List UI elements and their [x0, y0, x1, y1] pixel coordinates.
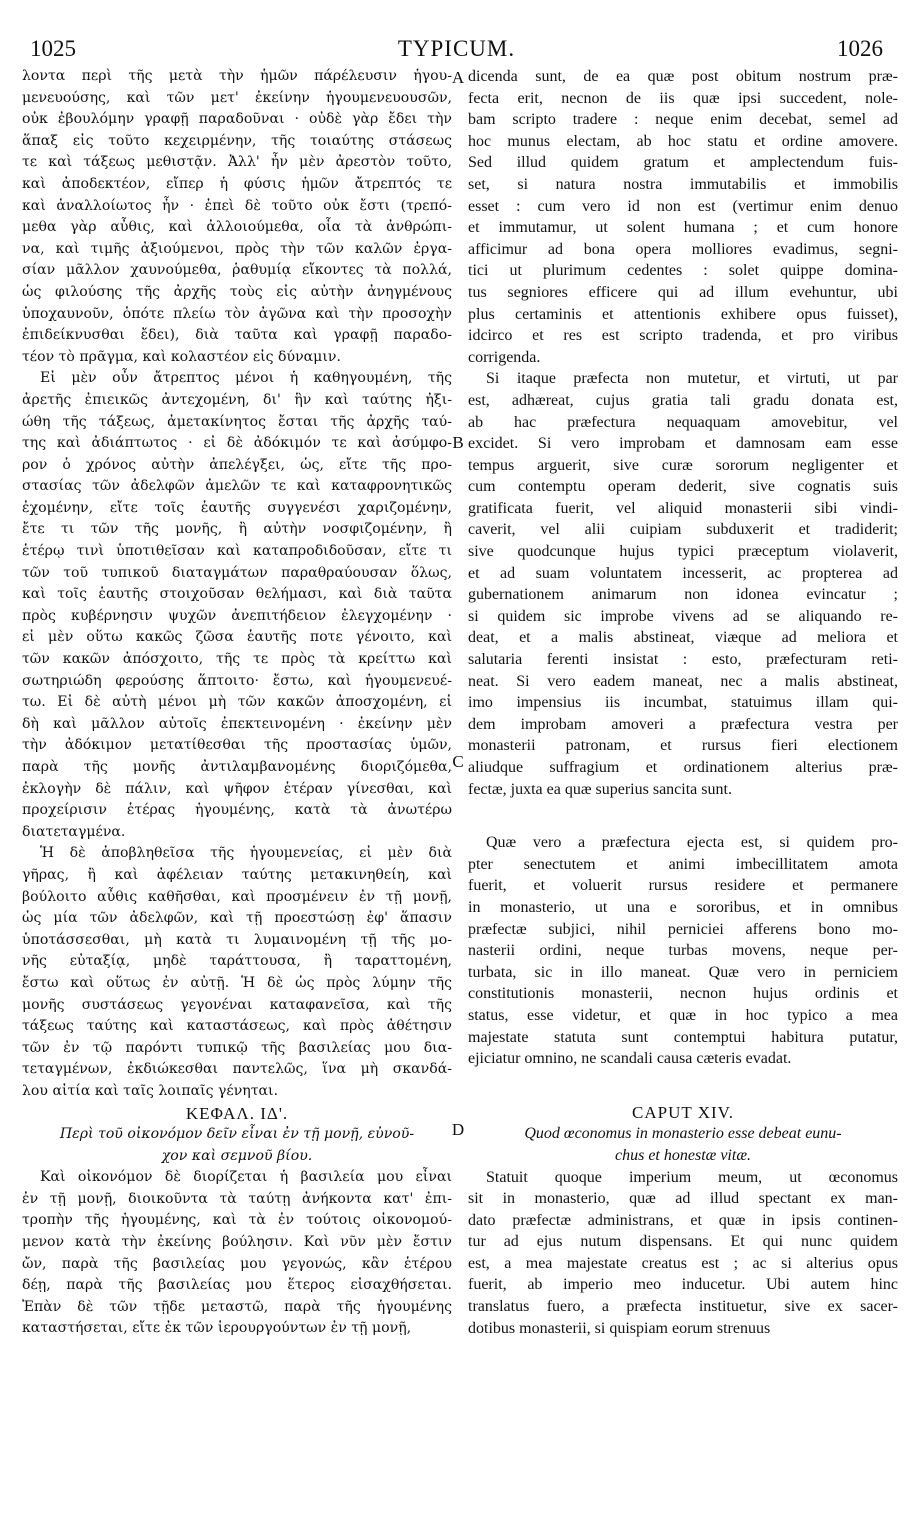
text-line: τροπὴν τῆς ἡγουμένης, καὶ τὰ ἐν τούτοις οἰκονομού-: [22, 1212, 452, 1229]
text-line: στασίας τῶν ἀδελφῶν ἀμελῶν τε καὶ καταφρονητικῶς: [22, 478, 452, 495]
text-line: διατεταγμένα.: [22, 823, 126, 840]
text-line: σωτηριώδη φερούσης ἅπτοιτο· ἔστω, καὶ ἡγουμενευέ-: [22, 672, 452, 689]
margin-letter-c: C: [452, 752, 464, 771]
latin-paragraph-4: [468, 1167, 898, 1340]
text-line: Καὶ οἰκονόμον δὲ διορίζεται ἡ βασιλεία μου εἶναι: [40, 1169, 452, 1186]
text-line: ὡς φιλούσης τῆς ἀρχῆς τοὺς εἰς αὐτὴν ἀνηγμένους: [22, 283, 452, 300]
text-line: ἅπαξ εἰς τοῦτο κεχειρμένην, τῆς τοιαύτης στάσεως: [22, 132, 452, 149]
text-line: τῶν κακῶν ἀπόσχοιτο, τῆς τε πρὸς τὰ κρείττω καὶ: [22, 651, 452, 668]
text-line: καὶ τοῖς ἑαυτῆς στοιχοῦσαν θελήμασι, καὶ διὰ ταῦτα: [22, 586, 452, 603]
margin-letter-b: B: [452, 433, 464, 452]
text-line: Si itaque præfecta non mutetur, et virtuti, ut par: [486, 370, 898, 388]
text-line: turbata, sic in illo maneat. Quæ vero in perniciem: [468, 963, 898, 981]
text-line: set, si natura nostra immutabilis et immobilis: [468, 175, 898, 193]
text-line: tur ad ejus nutum dispensans. Et qui nunc quidem: [468, 1233, 898, 1251]
text-line: ἐν τῇ μονῇ, διοικοῦντα τὰ ταύτῃ ἀνήκοντα κατ' ἐπι-: [22, 1190, 452, 1207]
margin-letter-d: D: [451, 1120, 465, 1139]
text-line: idcirco et res est scripto tradenda, et pro viribus: [468, 327, 898, 345]
text-line: καὶ ἀναλλοίωτος ἦν · ἐπεὶ δὲ τοῦτο οὐκ ἔστι (τρεπό-: [22, 197, 452, 214]
text-line: ώθη τῆς τάξεως, ἀμετακίνητος ἔσται τῆς ἀρχῆς ταύ-: [22, 413, 452, 430]
column-spacer: [468, 800, 898, 832]
text-line: ἐπιδείκνυσθαι ἔδει), διὰ ταῦτα καὶ γραφῇ παραδο-: [22, 327, 452, 344]
text-line: ἐχομένην, εἴτε τοῖς ἑαυτῆς συγγενέσι χαριζομένην,: [22, 499, 452, 516]
text-line: pter senectutem et animi imbecillitatem amota: [468, 855, 898, 873]
text-line: sive quodcunque hujus typici præceptum violaverit,: [468, 543, 898, 561]
text-line: dem improbam amoveri a præfectura vestra per: [468, 715, 898, 733]
latin-paragraph-3: [468, 832, 898, 1070]
text-line: πρὸς κυβέρνησιν ψυχῶν ἀνεπιτήδειον ἐλεγχομένην ·: [22, 607, 452, 624]
text-line: τε καὶ τάξεως μεθιστᾷν. Ἀλλ' ἦν μὲν ἀρεστὸν τοῦτο,: [22, 154, 452, 171]
latin-chapter-heading: CAPUT XIV.: [632, 1102, 734, 1122]
text-line: ab hac præfectura nequaquam amovebitur, vel: [468, 413, 898, 431]
text-line: τῶν τοῦ τυπικοῦ διαταγμάτων παραθραύουσαν ὅλως,: [22, 564, 452, 581]
text-line: translatus fuero, a præfecta instituetur, sive ex sacer-: [468, 1298, 898, 1316]
text-line: afficimur ad bona opera molliores evadimus, segni-: [468, 240, 898, 258]
text-line: της καὶ ἀδιάπτωτος · εἰ δὲ ἀδόκιμόν τε καὶ ἀσύμφο-: [22, 435, 452, 452]
chapter-subtitle-line: χον καὶ σεμνοῦ βίου.: [161, 1147, 313, 1164]
text-line: est, adhæreat, cujus gratia tali gradu donata est,: [468, 391, 898, 409]
text-line: εἰ μὲν οὕτω κακῶς ζῶσα ἑαυτῆς ποτε γένοιτο, καὶ: [22, 629, 452, 646]
greek-chapter-heading: ΚΕΦΑΛ. ΙΔ'.: [185, 1103, 289, 1123]
text-line: dotibus monasterii, si quispiam eorum strenuus: [468, 1319, 771, 1337]
page-number-left: 1025: [30, 36, 76, 61]
text-line: deat, et a malis abstineat, viæque ad meliora et: [468, 629, 898, 647]
greek-paragraph-4: [22, 1167, 452, 1340]
text-line: corrigenda.: [468, 348, 541, 366]
text-line: monasterii patronam, et rursus fieri electionem: [468, 737, 898, 755]
greek-paragraph-1: [22, 66, 452, 368]
text-line: σίαν μᾶλλον χαυνούμεθα, ῥαθυμίᾳ εἴκοντες τὰ πολλά,: [22, 262, 452, 279]
latin-paragraph-2: [468, 368, 898, 800]
text-line: ὤν, παρὰ τῆς βασιλείας μου γεγονώς, κἂν ἑτέρου: [22, 1255, 452, 1272]
text-line: dicenda sunt, de ea quæ post obitum nostrum præ-: [468, 68, 898, 85]
text-line: est, a mea majestate creatus est ; ac si alterius opus: [468, 1254, 898, 1272]
text-line: tus segniores efficere qui ad illum evehuntur, ubi: [468, 283, 898, 301]
text-line: neat. Si vero eadem maneat, nec a malis abstineat,: [468, 672, 898, 690]
text-line: si quidem sic improbe vivens ad se aliquando re-: [468, 607, 898, 625]
text-line: salutaria ferenti insistat : esto, præfecturam reti-: [468, 651, 898, 669]
text-line: in monasterio, ut una e sororibus, et in omnibus: [468, 898, 898, 916]
text-line: ἔστω καὶ οὕτως ἐν αὐτῇ. Ἡ δὲ ὡς πρὸς λύμην τῆς: [22, 974, 452, 991]
greek-paragraph-2: [22, 368, 452, 843]
chapter-subtitle-line: Περὶ τοῦ οἰκονόμον δεῖν εἶναι ἐν τῇ μονῇ, εὐνοῦ-: [59, 1126, 415, 1143]
text-line: esset : cum vero id non est (vertimur enim denuo: [468, 197, 898, 215]
text-line: να, καὶ τιμῆς ἀξιούμενοι, πρὸς τὴν τῶν καλῶν ἐργα-: [22, 240, 452, 257]
page-number-right: 1026: [837, 36, 883, 61]
text-line: ὡς μία τῶν ἀδελφῶν, καὶ τῇ προεστώσῃ ἐφ' ἅπασιν: [22, 910, 452, 927]
text-line: Εἰ μὲν οὖν ἄτρεπτος μένοι ἡ καθηγουμένη, τῆς: [40, 370, 452, 387]
text-line: λου αἰτία καὶ ταῖς λοιπαῖς γένηται.: [22, 1082, 279, 1099]
text-line: παρὰ τῆς μονῆς ἀντιλαμβανομένης διοριζόμεθα,: [22, 759, 452, 775]
text-line: Statuit quoque imperium meum, ut œconomus: [486, 1168, 898, 1186]
text-line: δέῃ, παρὰ τῆς βασιλείας μου ἕτερος εἰσαχθήσεται.: [22, 1277, 452, 1294]
running-title: TYPICUM.: [397, 36, 516, 61]
text-line: ἀρετῆς ἐπιεικῶς ἀντεχομένη, δι' ἣν καὶ ταύτης ἠξι-: [22, 391, 452, 408]
text-line: τέον τὸ πρᾶγμα, καὶ κολαστέον εἰς δύναμιν.: [22, 348, 341, 365]
text-line: τὴν ἀδόκιμον μετατίθεσθαι τῆς προστασίας ὑμῶν,: [22, 737, 452, 754]
text-line: ἔτε τι τῶν τῆς μονῆς, ἢ αὐτὴν νοσφιζομένην, ἢ: [22, 521, 452, 538]
text-line: τεταγμένων, ἐκδιώκεσθαι παντελῶς, ἵνα μὴ σκανδά-: [22, 1061, 452, 1078]
text-line: fecta erit, necnon de iis quæ ipsi succedent, nole-: [468, 89, 898, 107]
text-line: μενον κατὰ τὴν ἐκείνης βούλησιν. Καὶ νῦν μὲν ἔστιν: [22, 1234, 452, 1251]
text-line: Sed illud quidem gratum et amplectendum fuis-: [468, 154, 898, 172]
text-line: Ἡ δὲ ἀποβληθεῖσα τῆς ἡγουμενείας, εἰ μὲν διὰ: [40, 845, 452, 862]
text-line: et immutamur, ut solent humana ; et cum honore: [468, 219, 898, 237]
text-line: ejiciatur omnino, ne scandali causa cæteris evadat.: [468, 1050, 792, 1068]
text-line: fectæ, juxta ea quæ superius sancita sunt.: [468, 780, 732, 798]
text-line: gratificata fuerit, vel aliquid monasterii sibi vindi-: [468, 499, 898, 517]
text-line: ρον ὁ χρόνος αὐτὴν ἀπελέγξει, ὡς, εἴτε τῆς προ-: [22, 456, 452, 473]
text-line: bam scripto tradere : neque enim decebat, semel ad: [468, 111, 898, 129]
text-line: γῆρας, ἢ καὶ ἀφέλειαν ταύτης μετακινηθείη, καὶ: [22, 866, 452, 883]
latin-chapter-subtitle: [468, 1123, 898, 1166]
greek-chapter-subtitle: [22, 1124, 452, 1167]
text-line: cum contemptu operam dederit, sive cognatis suis: [468, 478, 898, 496]
text-line: plus certaminis et attentionis exhibere opus fuisset),: [468, 305, 898, 323]
text-line: προχείρισιν ἑτέρας ἡγουμένης, κατὰ τὰ ἀνωτέρω: [22, 802, 452, 819]
text-line: μενευούσης, καὶ τῶν μετ' ἐκείνην ἡγουμενευουσῶν,: [22, 89, 452, 106]
text-line: nasterii ordini, neque turbas movens, neque per-: [468, 942, 898, 960]
text-line: caverit, vel alii cuipiam subduxerit et tradiderit;: [468, 521, 898, 539]
text-line: fuerit, et voluerit rursus residere et permanere: [468, 877, 898, 895]
margin-letter-a: A: [451, 68, 465, 87]
latin-column: [468, 66, 898, 1530]
text-line: constitutionis monasterii, necnon hujus ordinis et: [468, 985, 898, 1003]
text-line: præfectæ subjici, nihil perniciei afferens bono mo-: [468, 920, 898, 938]
text-line: βούλοιτο αὖθις καθῆσθαι, καὶ προσμένειν ἐν τῇ μονῇ,: [22, 888, 452, 905]
text-line: δὴ καὶ μᾶλλον αὐτοῖς ἐπεκτεινομένη · ἐκείνην μὲν: [22, 715, 452, 732]
text-line: aliudque suffragium et ordinationem alterius præ-: [468, 759, 898, 776]
page-header: [30, 26, 883, 66]
text-line: μονῆς συστάσεως γεγονέναι καταφανεῖσα, καὶ τῆς: [22, 996, 452, 1013]
text-line: hoc munus electam, ab hoc statu et ordine amovere.: [468, 132, 898, 150]
text-line: status, esse videtur, et quæ in hoc typico a mea: [468, 1006, 898, 1024]
text-line: majestate statuta sunt contemptui habitura putatur,: [468, 1028, 898, 1046]
text-line: ἑτέρῳ τινὶ ὑποτιθεῖσαν καὶ καταπροδιδοῦσαν, εἴτε τι: [22, 543, 452, 560]
text-line: καὶ ἀποδεκτέον, εἴπερ ἡ φύσις ἡμῶν ἄτρεπτός τε: [22, 175, 452, 192]
text-line: τω. Εἰ δὲ αὐτὴ μένοι μὴ τῶν κακῶν ἀποσχομένη, εἰ: [22, 694, 452, 711]
text-line: gubernationem animarum non idonea evincatur ;: [468, 586, 898, 604]
text-line: imo impensius iis incumbat, statuimus illam qui-: [468, 694, 898, 712]
text-line: tempus arguerit, sive curæ sororum negligenter et: [468, 456, 898, 474]
text-line: fuerit, ab imperio meo inducetur. Ubi autem hinc: [468, 1276, 898, 1294]
chapter-subtitle-line: chus et honestæ vitæ.: [615, 1146, 751, 1164]
text-line: οὐκ ἐβουλόμην γραφῇ παραδοῦναι · οὐδὲ γὰρ ἔδει τὴν: [22, 111, 452, 128]
text-line: λοντα περὶ τῆς μετὰ τὴν ἡμῶν πάρέλευσιν ἡγου-: [22, 68, 452, 84]
text-line: Quæ vero a præfectura ejecta est, si quidem pro-: [486, 834, 898, 852]
greek-column: [22, 66, 452, 1530]
text-line: sit in monasterio, quæ ad illud spectant ex man-: [468, 1190, 898, 1208]
greek-paragraph-3: [22, 843, 452, 1102]
column-spacer: [468, 1070, 898, 1102]
text-line: Ἐπὰν δὲ τῶν τῇδε μεταστῶ, παρὰ τῆς ἡγουμένης: [22, 1298, 452, 1315]
chapter-subtitle-line: Quod œconomus in monasterio esse debeat eunu-: [524, 1125, 842, 1143]
text-line: τάξεως ταύτης καὶ καταστάσεως, καὶ πρὸς ἀθέτησιν: [22, 1018, 452, 1035]
text-line: καταστήσεται, εἴτε ἐκ τῶν ἱερουργούντων ἐν τῇ μονῇ,: [22, 1320, 412, 1337]
text-line: excidet. Si vero improbam et damnosam eam esse: [468, 435, 898, 453]
text-line: dato præfectæ administrans, et quæ in ipsis continen-: [468, 1211, 898, 1229]
text-line: τῶν ἐν τῷ παρόντι τυπικῷ τῆς βασιλείας μου δια-: [22, 1039, 452, 1056]
text-line: ὑποτάσσεσθαι, μὴ κατὰ τι λυμαινομένη τῇ τῆς μο-: [22, 931, 452, 948]
latin-paragraph-1: [468, 66, 898, 368]
text-line: ὑποχαυνοῦν, ὁπότε πλείω τὸν ἀγῶνα καὶ τὴν προσοχὴν: [22, 305, 452, 322]
text-line: tici ut plurimum cedentes : solet quippe domina-: [468, 262, 898, 280]
text-line: νῆς εὐταξίᾳ, μηδὲ ταράττουσα, ἢ ταραττομένη,: [22, 953, 452, 970]
text-line: μεθα γὰρ αὖθις, καὶ ἀλλοιούμεθα, οἷα τὰ ἀνθρώπι-: [22, 219, 452, 236]
text-line: ἐκλογὴν δὲ πάλιν, καὶ ψῆφον ἑτέραν γίνεσθαι, καὶ: [22, 780, 452, 797]
text-line: et ad suam voluntatem incesserit, ac propterea ad: [468, 564, 898, 582]
